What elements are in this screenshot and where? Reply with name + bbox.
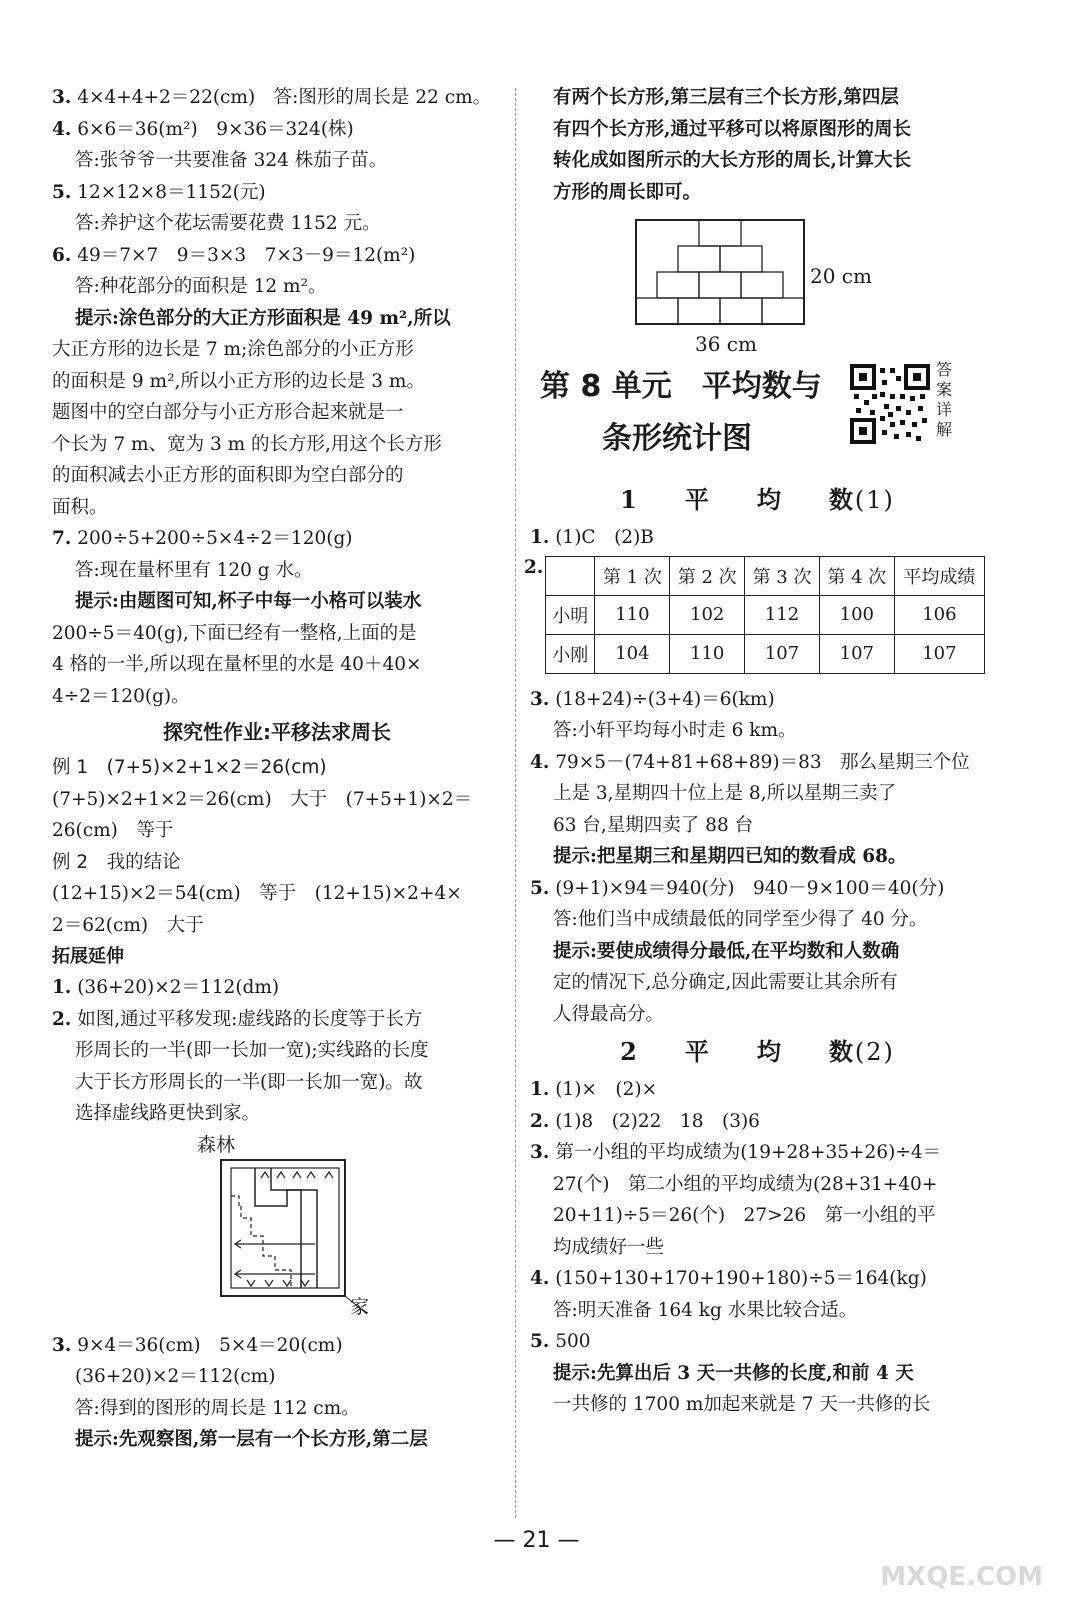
left-answer-lines	[52, 82, 502, 712]
line-text: 选择虚线路更快到家。	[75, 1103, 261, 1124]
column-divider	[515, 88, 516, 1518]
line-text: 9×4＝36(cm) 5×4＝20(cm)	[77, 1334, 343, 1356]
answer-line	[52, 334, 502, 366]
line-text: (1)× (2)×	[555, 1079, 658, 1100]
answer-line	[530, 1106, 985, 1138]
height-label: 20 cm	[810, 264, 872, 288]
line-text: 提示:先算出后 3 天一共修的长度,和前 4 天	[553, 1362, 914, 1384]
answer-line	[52, 460, 502, 492]
table-row	[546, 595, 985, 634]
question-number: 3.	[52, 87, 72, 108]
answer-line	[530, 747, 985, 779]
line-text: (7+5)×2+1×2＝26(cm) 大于 (7+5+1)×2＝	[52, 788, 473, 810]
q-num: 2.	[524, 556, 544, 578]
table-cell: 100	[819, 595, 894, 634]
line-text: 例 1 (7+5)×2+1×2＝26(cm)	[52, 757, 327, 778]
answer-line	[530, 715, 985, 747]
line-text: 面积。	[52, 496, 108, 518]
score-table	[545, 556, 985, 674]
line-text: 的面积减去小正方形的面积即为空白部分的	[52, 465, 404, 486]
q3-lines	[52, 1330, 502, 1456]
question-number: 5.	[52, 181, 72, 203]
line-text: 个长为 7 m、宽为 3 m 的长方形,用这个长方形	[52, 433, 442, 455]
hint-line: 转化成如图所示的大长方形的周长,计算大长	[553, 150, 911, 171]
answer-line	[52, 366, 502, 398]
line-text: 人得最高分。	[553, 1003, 665, 1025]
hint-line	[530, 936, 985, 968]
hint-line: 方形的周长即可。	[553, 181, 702, 203]
page-number: — 21 —	[493, 1528, 580, 1553]
line-text: 27(个) 第二小组的平均成绩为(28+31+40+	[553, 1173, 938, 1195]
table-header-cell	[546, 556, 595, 595]
table-header-cell: 第 3 次	[745, 556, 820, 595]
answer-line	[530, 1263, 985, 1295]
l2-answers	[530, 1074, 985, 1421]
question-number: 3.	[530, 688, 550, 710]
qr-code-icon	[850, 364, 930, 444]
lesson-char: 均	[756, 1037, 783, 1066]
answer-line	[52, 208, 502, 240]
line-text: 答:小轩平均每小时走 6 km。	[553, 720, 797, 741]
line-text: 12×12×8＝1152(元)	[77, 181, 266, 203]
line-text: 200÷5＝40(g),下面已经有一整格,上面的是	[52, 622, 417, 644]
answer-line	[52, 492, 502, 524]
answer-line	[52, 649, 502, 681]
table-header-row	[546, 556, 985, 595]
answer-line	[530, 810, 985, 842]
line-text: 63 台,星期四卖了 88 台	[553, 814, 754, 836]
table-cell: 107	[894, 634, 984, 673]
extend-title: 拓展延伸	[52, 946, 124, 967]
line-text: 200÷5+200÷5×4÷2＝120(g)	[77, 528, 353, 549]
answer-line	[52, 1004, 502, 1036]
l1-q1	[530, 522, 985, 554]
hint-line: 有两个长方形,第三层有三个长方形,第四层	[553, 87, 899, 108]
table-header-cell: 第 4 次	[819, 556, 894, 595]
watermark: MXQE.COM	[880, 1562, 1043, 1592]
question-number: 7.	[52, 528, 72, 549]
table-cell: 小刚	[546, 634, 595, 673]
line-text: 4×4+4+2＝22(cm) 答:图形的周长是 22 cm。	[77, 87, 492, 108]
answer-line	[530, 1137, 985, 1169]
answer-line	[530, 1074, 985, 1106]
left-column	[52, 82, 502, 1456]
line-text: 79×5－(74+81+68+89)＝83 那么星期三个位	[555, 751, 970, 773]
lesson-char: 均	[756, 485, 783, 514]
question-number: 5.	[530, 1331, 550, 1352]
line-text: 4÷2＝120(g)。	[52, 685, 190, 707]
answer-line	[52, 114, 502, 146]
line-text: 答:明天准备 164 kg 水果比较合适。	[553, 1299, 858, 1321]
line-text: 4 格的一半,所以现在量杯里的水是 40＋40×	[52, 654, 422, 675]
lesson-1-title	[530, 478, 985, 522]
line-text: 提示:把星期三和星期四已知的数看成 68。	[553, 846, 907, 867]
question-number: 1.	[52, 977, 72, 998]
l1-q2	[524, 554, 985, 684]
answer-line	[52, 271, 502, 303]
forest-label: 森林	[197, 1133, 236, 1156]
answer-line	[530, 1326, 985, 1358]
answer-line	[530, 778, 985, 810]
lesson-char: 平	[684, 485, 711, 514]
table-row	[546, 634, 985, 673]
line-text: 答:得到的图形的周长是 112 cm。	[75, 1397, 360, 1419]
line-text: 答:张爷爷一共要准备 324 株茄子苗。	[75, 150, 388, 171]
section-title: 探究性作业:平移法求周长	[163, 720, 391, 744]
lesson-num: 1	[620, 485, 639, 514]
question-number: 2.	[52, 1008, 72, 1030]
hint-line	[52, 1424, 502, 1456]
line-text: 的面积是 9 m²,所以小正方形的边长是 3 m。	[52, 370, 425, 392]
line-text: 第一小组的平均成绩为(19+28+35+26)÷4＝	[555, 1142, 942, 1163]
qr-caption-char: 解	[935, 420, 952, 439]
example-line	[52, 910, 502, 942]
line-text: (150+130+170+190+180)÷5＝164(kg)	[555, 1268, 927, 1289]
line-text: 提示:要使成绩得分最低,在平均数和人数确	[553, 940, 900, 962]
right-column	[524, 82, 985, 1421]
question-number: 4.	[530, 1268, 550, 1289]
answer-line	[52, 1035, 502, 1067]
lesson-char: 平	[684, 1037, 711, 1066]
q-num: 1.	[530, 527, 550, 548]
qr-caption-char: 答	[935, 360, 952, 379]
qr-caption-char: 案	[935, 380, 952, 399]
answer-line	[530, 684, 985, 716]
lesson-2-title	[530, 1030, 985, 1074]
qr-caption-char: 详	[935, 400, 952, 419]
line-text: 例 2 我的结论	[52, 851, 181, 873]
line-text: 均成绩好一些	[553, 1236, 665, 1258]
answer-line	[52, 1361, 502, 1393]
example-line	[52, 784, 502, 816]
lesson-char: 数	[828, 485, 855, 514]
hint-line	[530, 1358, 985, 1390]
answer-line	[52, 240, 502, 272]
lesson-num: 2	[620, 1037, 639, 1066]
line-text: (18+24)÷(3+4)＝6(km)	[555, 688, 775, 710]
answer-line	[530, 1232, 985, 1264]
line-text: 20+11)÷5＝26(个) 27>26 第一小组的平	[553, 1205, 936, 1226]
answer-line	[52, 1393, 502, 1425]
line-text: (36+20)×2＝112(dm)	[77, 977, 280, 998]
table-cell: 110	[670, 634, 745, 673]
table-cell: 107	[745, 634, 820, 673]
table-cell: 小明	[546, 595, 595, 634]
question-number: 2.	[530, 1110, 550, 1132]
answer-line	[52, 397, 502, 429]
table-header-cell: 第 1 次	[595, 556, 670, 595]
question-number: 6.	[52, 244, 72, 266]
hint-line: 有四个长方形,通过平移可以将原图形的周长	[553, 118, 911, 140]
stacked-rectangles-figure	[530, 208, 985, 358]
right-continued-lines	[530, 82, 985, 208]
table-cell: 102	[670, 595, 745, 634]
line-text: (12+15)×2＝54(cm) 等于 (12+15)×2+4×	[52, 883, 462, 904]
line-text: 大正方形的边长是 7 m;涂色部分的小正方形	[52, 339, 414, 360]
answer-line	[530, 1169, 985, 1201]
qr-caption	[934, 360, 954, 440]
hint-line	[52, 586, 502, 618]
line-text: 形周长的一半(即一长加一宽);实线路的长度	[75, 1040, 429, 1061]
unit-header	[530, 358, 985, 478]
line-text: 答:养护这个花坛需要花费 1152 元。	[75, 213, 381, 234]
answer-line	[530, 1200, 985, 1232]
answer-line	[52, 1098, 502, 1130]
question-number: 3.	[530, 1142, 550, 1163]
example-lines	[52, 752, 502, 941]
table-header-cell: 平均成绩	[894, 556, 984, 595]
table-cell: 106	[894, 595, 984, 634]
line-text: 答:他们当中成绩最低的同学至少得了 40 分。	[553, 909, 928, 930]
line-text: 答:现在量杯里有 120 g 水。	[75, 559, 313, 581]
line-text: 49＝7×7 9＝3×3 7×3－9＝12(m²)	[77, 244, 416, 266]
answer-line	[52, 177, 502, 209]
line-text: 提示:由题图可知,杯子中每一小格可以装水	[75, 591, 422, 612]
hint-line	[52, 303, 502, 335]
question-number: 1.	[530, 1079, 550, 1100]
line-text: (9+1)×94＝940(分) 940－9×100＝40(分)	[555, 877, 945, 899]
example-line	[52, 878, 502, 910]
lesson-char: 数	[828, 1037, 855, 1066]
hint-line	[530, 841, 985, 873]
answer-line	[52, 429, 502, 461]
line-text: 定的情况下,总分确定,因此需要让其余所有	[553, 972, 898, 993]
answer-line	[52, 618, 502, 650]
lesson-suffix: (1)	[854, 486, 895, 514]
unit-title-line2: 条形统计图	[602, 421, 752, 456]
line-text: 题图中的空白部分与小正方形合起来就是一	[52, 402, 404, 423]
answer-line	[530, 1295, 985, 1327]
question-number: 4.	[530, 751, 550, 773]
line-text: 如图,通过平移发现:虚线路的长度等于长方	[77, 1008, 423, 1030]
answer-line	[530, 904, 985, 936]
answer-line	[52, 555, 502, 587]
lesson-suffix: (2)	[854, 1038, 895, 1066]
answer-line	[530, 1389, 985, 1421]
line-text: 6×6＝36(m²) 9×36＝324(株)	[77, 118, 354, 140]
answer-line	[52, 972, 502, 1004]
answer-line	[52, 681, 502, 713]
line-text: 一共修的 1700 m加起来就是 7 天一共修的长	[553, 1394, 931, 1415]
answer-line	[52, 1067, 502, 1099]
answer-line	[52, 1330, 502, 1362]
table-cell: 110	[595, 595, 670, 634]
table-header-cell: 第 2 次	[670, 556, 745, 595]
line-text: 2＝62(cm) 大于	[52, 914, 204, 936]
answer-line	[52, 82, 502, 114]
line-text: 大于长方形周长的一半(即一长加一宽)。故	[75, 1071, 423, 1093]
example-line	[52, 815, 502, 847]
line-text: 提示:涂色部分的大正方形面积是 49 m²,所以	[75, 307, 451, 329]
extend-lines	[52, 972, 502, 1130]
table-cell: 112	[745, 595, 820, 634]
line-text: (36+20)×2＝112(cm)	[75, 1366, 276, 1387]
line-text: 500	[555, 1331, 591, 1352]
answer-line	[530, 999, 985, 1031]
table-cell: 104	[595, 634, 670, 673]
line-text: 上是 3,星期四十位上是 8,所以星期三卖了	[553, 783, 897, 804]
answer-line	[52, 145, 502, 177]
question-number: 4.	[52, 118, 72, 140]
line-text: 答:种花部分的面积是 12 m²。	[75, 276, 327, 297]
line-text: 26(cm) 等于	[52, 820, 174, 841]
line-text: (1)8 (2)22 18 (3)6	[555, 1110, 760, 1132]
answer-line	[530, 967, 985, 999]
answer-line	[52, 523, 502, 555]
table-cell: 107	[819, 634, 894, 673]
l1-answers	[530, 684, 985, 1031]
forest-home-map	[52, 1130, 502, 1330]
line-text: 提示:先观察图,第一层有一个长方形,第二层	[75, 1429, 428, 1450]
home-label: 家	[350, 1295, 370, 1318]
q-text: (1)C (2)B	[555, 527, 654, 548]
question-number: 5.	[530, 877, 550, 899]
answer-line	[530, 873, 985, 905]
width-label: 36 cm	[695, 332, 757, 356]
unit-title-line1: 第 8 单元 平均数与	[540, 369, 822, 404]
question-number: 3.	[52, 1334, 72, 1356]
example-line	[52, 847, 502, 879]
example-line	[52, 752, 502, 784]
